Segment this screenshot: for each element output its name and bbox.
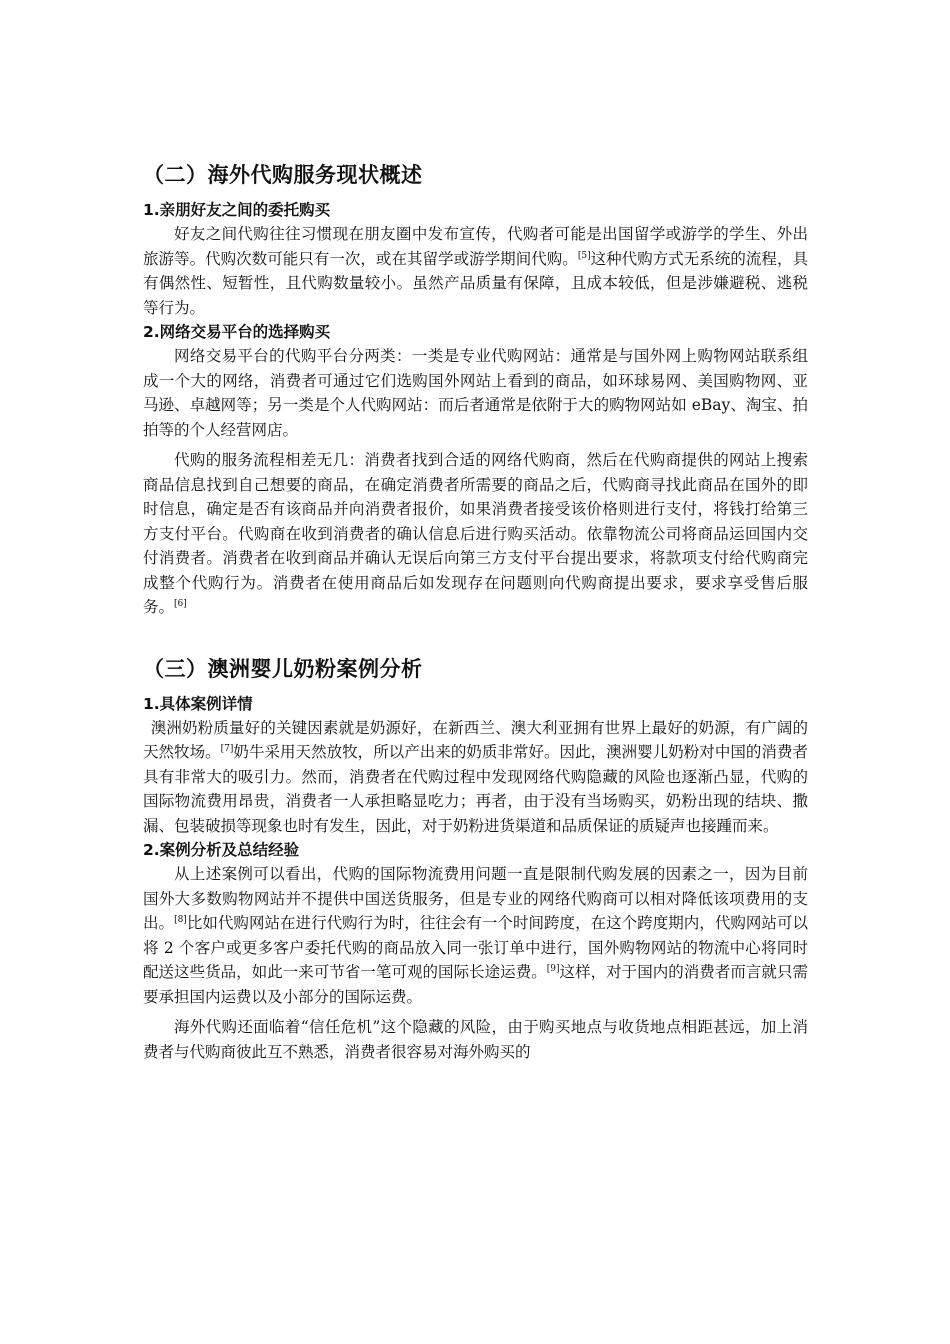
citation-ref: [9] xyxy=(546,963,560,974)
citation-ref: [8] xyxy=(174,914,187,925)
text-segment: 好友之间代购往往习惯现在朋友圈中发布宣传，代购者可能是出国留学或游学的学生、外出旅游等。代购次数可能只有一次，或在其留学或游学期间代购。 xyxy=(143,225,808,268)
paragraph-platform-types: 网络交易平台的代购平台分两类：一类是专业代购网站：通常是与国外网上购物网站联系组成一个大的网络，消费者可通过它们选购国外网站上看到的商品，如环球易网、美国购物网、亚马逊、卓越网等；另一类是个人代购网站：而后者通常是依附于大的购物网站如 eBay、淘宝、拍拍等的个人经营网店。 xyxy=(143,347,808,439)
paragraph-friends-purchasing xyxy=(143,222,808,320)
paragraph-trust-crisis: 海外代购还面临着“信任危机”这个隐藏的风险，由于购买地点与收货地点相距甚远，加上消费者与代购商彼此互不熟悉，消费者很容易对海外购买的 xyxy=(143,1018,808,1061)
text-segment: 比如代购网站在进行代购行为时，往往会有一个时间跨度，在这个跨度期内，代购网站可以将 2 个客户或更多客户委托代购的商品放入同一张订单中进行，国外购物网站的物流中心将同时配送这些货品，如此一来可节省一笔可观的国际长途运费。 xyxy=(143,914,808,981)
section-heading-milk-powder-case: （三）澳洲婴儿奶粉案例分析 xyxy=(143,656,423,681)
text-segment: 奶牛采用天然放牧，所以产出来的奶质非常好。因此，澳洲婴儿奶粉对中国的消费者具有非常大的吸引力。然而，消费者在代购过程中发现网络代购隐藏的风险也逐渐凸显，代购的国际物流费用昂贵，消费者一人承担略显吃力；再者，由于没有当场购买，奶粉出现的结块、撒漏、包装破损等现象也时有发生，因此，对于奶粉进货渠道和品质保证的质疑声也接踵而来。 xyxy=(143,743,808,835)
citation-ref: [6] xyxy=(174,598,187,609)
subheading-online-platform-purchasing: 2.网络交易平台的选择购买 xyxy=(143,323,331,341)
text-segment: 代购的服务流程相差无几：消费者找到合适的网络代购商，然后在代购商提供的网站上搜索商品信息找到自己想要的商品，在确定消费者所需要的商品之后，代购商寻找此商品在国外的即时信息，确定是否有该商品并向消费者报价，如果消费者接受该价格则进行支付，将钱打给第三方支付平台。代购商在收到消费者的确认信息后进行购买活动。依靠物流公司将商品运回国内交付消费者。消费者在收到商品并确认无误后向第三方支付平台提出要求，将款项支付给代购商完成整个代购行为。消费者在使用商品后如发现存在问题则向代购商提出要求，要求享受售后服务。 xyxy=(143,451,808,616)
citation-ref: [7] xyxy=(220,743,234,754)
text-segment: 这种代购方式无系统的流程，具有偶然性、短暂性，且代购数量较小。虽然产品质量有保障，且成本较低，但是涉嫌避税、逃税等行为。 xyxy=(143,249,808,317)
text-segment: 澳洲奶粉质量好的关键因素就是奶源好，在新西兰、澳大利亚拥有世界上最好的奶源，有广阔的天然牧场。 xyxy=(143,718,808,761)
subheading-friends-purchasing: 1.亲朋好友之间的委托购买 xyxy=(143,201,331,219)
paragraph-service-process xyxy=(143,448,808,620)
document-body xyxy=(143,160,808,1064)
section-heading-overseas-purchasing-status: （二）海外代购服务现状概述 xyxy=(143,163,423,187)
text-segment: 从上述案例可以看出，代购的国际物流费用问题一直是限制代购发展的因素之一，因为目前国外大多数购物网站并不提供中国送货服务，但是专业的网络代购商可以相对降低该项费用的支出。 xyxy=(143,865,808,932)
subheading-case-details: 1.具体案例详情 xyxy=(143,694,253,713)
subheading-case-analysis: 2.案例分析及总结经验 xyxy=(143,841,300,859)
paragraph-case-details xyxy=(143,716,808,839)
text-segment: 这样，对于国内的消费者而言就只需要承担国内运费以及小部分的国际运费。 xyxy=(143,963,808,1006)
citation-ref: [5] xyxy=(577,250,591,261)
paragraph-logistics-analysis xyxy=(143,862,808,1009)
